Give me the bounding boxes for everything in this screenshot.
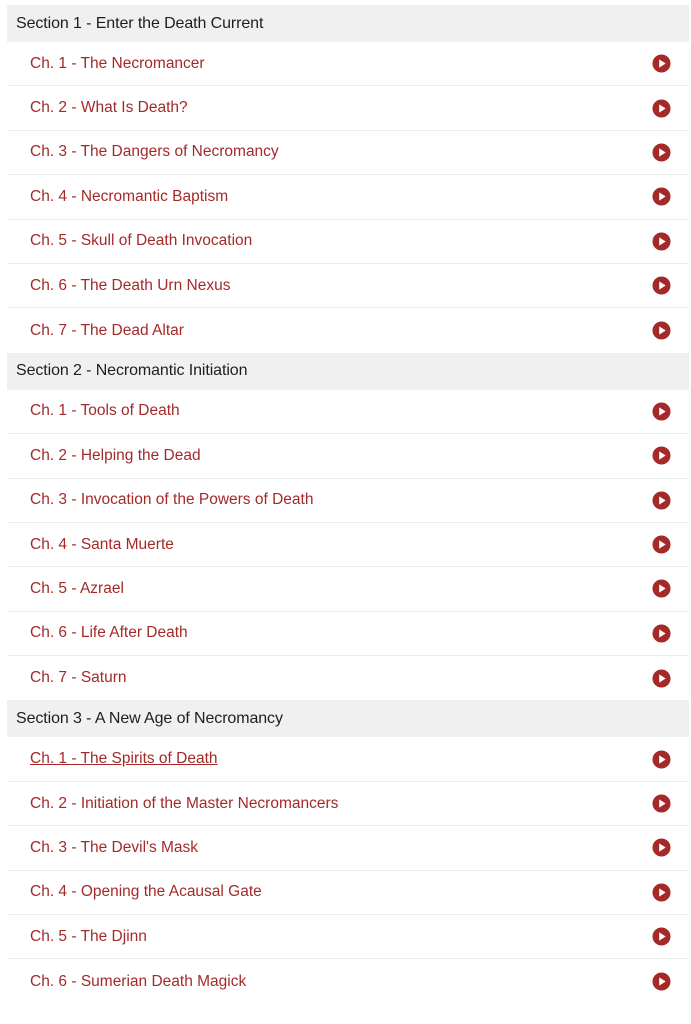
lecture-link[interactable]: Ch. 4 - Opening the Acausal Gate bbox=[30, 883, 262, 901]
lecture-link[interactable]: Ch. 5 - The Djinn bbox=[30, 927, 147, 945]
lecture-link[interactable]: Ch. 5 - Skull of Death Invocation bbox=[30, 232, 253, 250]
play-circle-icon[interactable] bbox=[652, 54, 671, 73]
play-circle-icon[interactable] bbox=[652, 838, 671, 857]
lecture-item[interactable] bbox=[7, 915, 689, 959]
lecture-link-active[interactable]: Ch. 1 - The Spirits of Death bbox=[30, 750, 218, 768]
section-title: Section 1 - Enter the Death Current bbox=[7, 5, 689, 42]
lecture-link[interactable]: Ch. 6 - Life After Death bbox=[30, 624, 188, 642]
lecture-link[interactable]: Ch. 3 - The Dangers of Necromancy bbox=[30, 143, 279, 161]
lecture-link[interactable]: Ch. 1 - Tools of Death bbox=[30, 402, 180, 420]
play-circle-icon[interactable] bbox=[652, 794, 671, 813]
lecture-item[interactable] bbox=[7, 523, 689, 567]
play-circle-icon[interactable] bbox=[652, 99, 671, 118]
lecture-item[interactable] bbox=[7, 737, 689, 781]
lecture-link[interactable]: Ch. 3 - The Devil's Mask bbox=[30, 838, 199, 856]
play-circle-icon[interactable] bbox=[652, 535, 671, 554]
play-circle-icon[interactable] bbox=[652, 402, 671, 421]
lecture-item[interactable] bbox=[7, 434, 689, 478]
lecture-link[interactable]: Ch. 1 - The Necromancer bbox=[30, 54, 205, 72]
lecture-link[interactable]: Ch. 6 - The Death Urn Nexus bbox=[30, 276, 231, 294]
lecture-item[interactable] bbox=[7, 782, 689, 826]
play-circle-icon[interactable] bbox=[652, 669, 671, 688]
play-circle-icon[interactable] bbox=[652, 276, 671, 295]
play-circle-icon[interactable] bbox=[652, 750, 671, 769]
section-3 bbox=[7, 700, 689, 1003]
play-circle-icon[interactable] bbox=[652, 624, 671, 643]
lecture-item[interactable] bbox=[7, 175, 689, 219]
lecture-item[interactable] bbox=[7, 264, 689, 308]
lecture-link[interactable]: Ch. 3 - Invocation of the Powers of Death bbox=[30, 491, 314, 509]
play-circle-icon[interactable] bbox=[652, 187, 671, 206]
course-curriculum bbox=[7, 5, 689, 1004]
lecture-item[interactable] bbox=[7, 612, 689, 656]
play-circle-icon[interactable] bbox=[652, 972, 671, 991]
lecture-link[interactable]: Ch. 4 - Santa Muerte bbox=[30, 535, 174, 553]
section-2 bbox=[7, 353, 689, 701]
lecture-link[interactable]: Ch. 2 - What Is Death? bbox=[30, 99, 188, 117]
lecture-link[interactable]: Ch. 2 - Initiation of the Master Necromancers bbox=[30, 794, 339, 812]
play-circle-icon[interactable] bbox=[652, 579, 671, 598]
play-circle-icon[interactable] bbox=[652, 446, 671, 465]
section-title: Section 2 - Necromantic Initiation bbox=[7, 353, 689, 390]
section-1 bbox=[7, 5, 689, 353]
play-circle-icon[interactable] bbox=[652, 883, 671, 902]
lecture-item[interactable] bbox=[7, 42, 689, 86]
lecture-item[interactable] bbox=[7, 656, 689, 700]
play-circle-icon[interactable] bbox=[652, 232, 671, 251]
play-circle-icon[interactable] bbox=[652, 491, 671, 510]
lecture-item[interactable] bbox=[7, 86, 689, 130]
play-circle-icon[interactable] bbox=[652, 143, 671, 162]
lecture-item[interactable] bbox=[7, 308, 689, 352]
section-title: Section 3 - A New Age of Necromancy bbox=[7, 700, 689, 737]
lecture-item[interactable] bbox=[7, 826, 689, 870]
lecture-item[interactable] bbox=[7, 959, 689, 1003]
lecture-link[interactable]: Ch. 4 - Necromantic Baptism bbox=[30, 187, 229, 205]
lecture-link[interactable]: Ch. 7 - Saturn bbox=[30, 669, 127, 687]
lecture-item[interactable] bbox=[7, 390, 689, 434]
lecture-item[interactable] bbox=[7, 567, 689, 611]
lecture-link[interactable]: Ch. 2 - Helping the Dead bbox=[30, 446, 201, 464]
play-circle-icon[interactable] bbox=[652, 927, 671, 946]
lecture-item[interactable] bbox=[7, 871, 689, 915]
lecture-item[interactable] bbox=[7, 131, 689, 175]
play-circle-icon[interactable] bbox=[652, 321, 671, 340]
lecture-link[interactable]: Ch. 7 - The Dead Altar bbox=[30, 321, 184, 339]
lecture-item[interactable] bbox=[7, 479, 689, 523]
lecture-item[interactable] bbox=[7, 220, 689, 264]
lecture-link[interactable]: Ch. 6 - Sumerian Death Magick bbox=[30, 972, 247, 990]
lecture-link[interactable]: Ch. 5 - Azrael bbox=[30, 579, 124, 597]
